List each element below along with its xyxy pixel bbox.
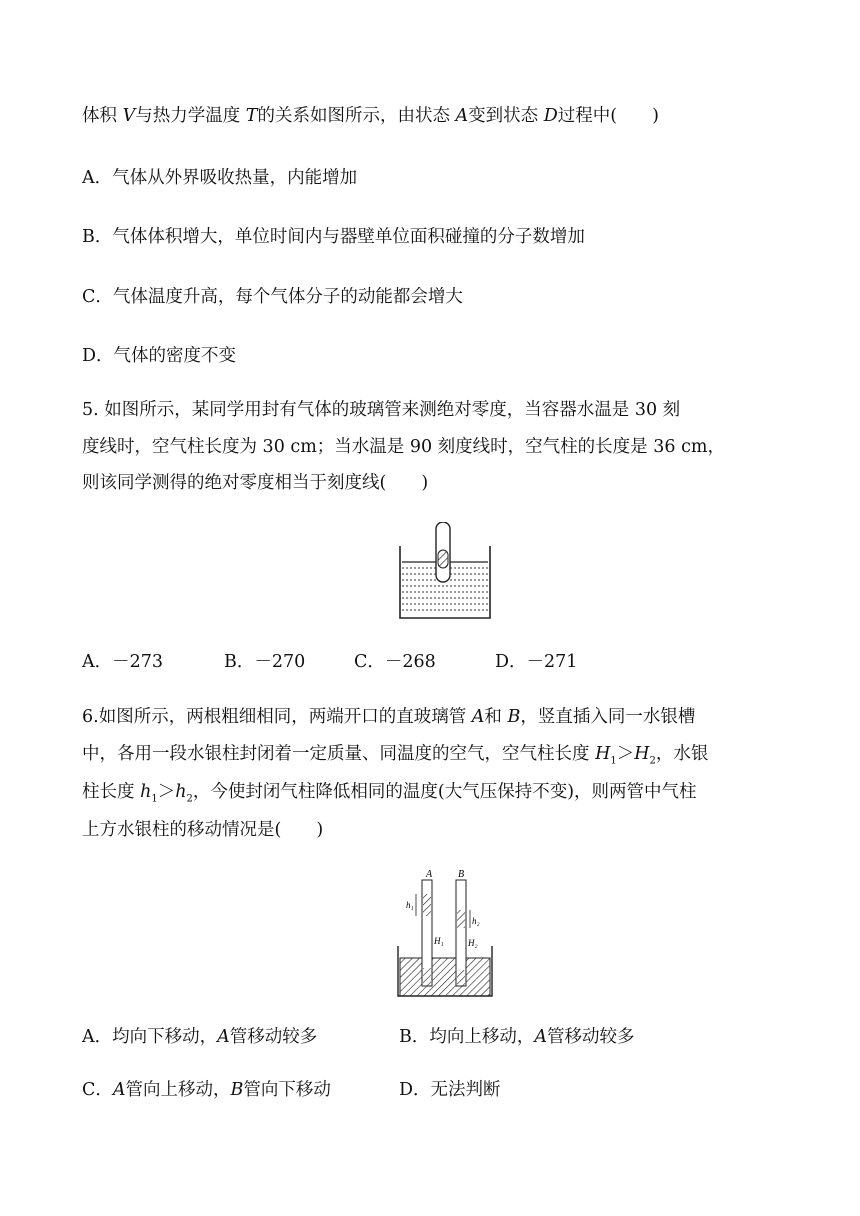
var-v: V	[122, 106, 136, 126]
var-h2-cap: H	[634, 744, 650, 764]
q5-option-c[interactable]: C．－268	[354, 652, 436, 672]
var-t: T	[245, 106, 258, 126]
q4-stem-text: 体积	[82, 106, 123, 126]
q6-option-a-text: 管移动较多	[229, 1027, 318, 1047]
var-a: A	[455, 106, 469, 126]
q4-stem-text: 与热力学温度	[135, 106, 246, 126]
q4-option-c[interactable]	[82, 285, 463, 309]
label-cap-h2: H₂	[468, 938, 478, 948]
q6-stem-text: ，竖直插入同一水银槽	[520, 707, 696, 727]
subscript: 2	[649, 755, 656, 767]
q4-option-a-text: A．气体从外界吸收热量，内能增加	[82, 168, 358, 188]
q6-figure	[396, 868, 496, 1000]
var-b: B	[230, 1080, 244, 1100]
q6-stem-line-2	[82, 742, 708, 774]
q6-stem-line-4: 上方水银柱的移动情况是( )	[82, 820, 324, 840]
subscript: 1	[151, 793, 158, 805]
q4-option-a[interactable]	[82, 166, 357, 190]
var-h2: h	[175, 782, 187, 802]
q5-stem-line-3: 则该同学测得的绝对零度相当于刻度线( )	[82, 473, 429, 493]
q5-option-a[interactable]: A．－273	[82, 652, 164, 672]
mercury-b-bottom	[457, 970, 465, 986]
mercury-b	[457, 910, 465, 928]
q6-stem-text: ，今使封闭气柱降低相同的温度(大气压保持不变)，则两管中气柱	[192, 782, 697, 802]
q4-stem-text: 过程中( )	[557, 106, 659, 126]
q6-stem-text: 和	[484, 707, 508, 727]
q5-figure	[398, 522, 494, 622]
q6-stem-line-1	[82, 705, 695, 729]
q6-stem-text: 6.如图所示，两根粗细相同，两端开口的直玻璃管	[82, 707, 472, 727]
q6-stem-text: ，水银	[655, 744, 709, 764]
mercury-trough	[400, 958, 490, 996]
var-d: D	[543, 106, 558, 126]
q4-option-c-text: C．气体温度升高，每个气体分子的动能都会增大	[82, 287, 463, 307]
q6-option-c-text: 管向上移动，	[125, 1080, 231, 1100]
q6-options-row-1	[82, 1025, 635, 1049]
q4-option-d[interactable]	[82, 344, 236, 368]
subscript: 1	[610, 755, 617, 767]
label-b: B	[458, 869, 465, 880]
q6-option-c-text: 管向下移动	[243, 1080, 331, 1100]
q4-option-b-text: B．气体体积增大，单位时间内与器壁单位面积碰撞的分子数增加	[82, 227, 585, 247]
mercury-a-bottom	[423, 968, 431, 986]
q5-stem-line-2: 度线时，空气柱长度为 30 cm；当水温是 90 刻度线时，空气柱的长度是 36 cm，	[82, 437, 725, 457]
var-a: A	[112, 1080, 126, 1100]
q6-option-a-text: A．均向下移动，	[82, 1027, 218, 1047]
q6-options-row-2	[82, 1078, 501, 1102]
label-h2: h₂	[472, 916, 480, 926]
mercury-a	[423, 894, 431, 916]
q6-option-d[interactable]: D．无法判断	[399, 1080, 501, 1100]
q6-stem-text: 中，各用一段水银柱封闭着一定质量、同温度的空气，空气柱长度	[82, 744, 596, 764]
q6-option-a[interactable]	[82, 1025, 399, 1049]
q6-option-b-text: B．均向上移动，	[399, 1027, 535, 1047]
var-h1: h	[140, 782, 152, 802]
q4-stem	[82, 104, 659, 128]
label-cap-h1: H₁	[434, 936, 444, 946]
q4-stem-text: 的关系如图所示，由状态	[257, 106, 456, 126]
q6-option-b[interactable]	[399, 1025, 635, 1049]
subscript: 2	[186, 793, 193, 805]
q6-option-c-text: C．	[82, 1080, 113, 1100]
q5-option-d[interactable]: D．－271	[495, 652, 578, 672]
q4-option-b[interactable]	[82, 225, 585, 249]
label-a: A	[426, 869, 433, 880]
q5-option-b[interactable]: B．－270	[224, 652, 306, 672]
var-b: B	[507, 707, 521, 727]
q6-option-c[interactable]	[82, 1078, 399, 1102]
var-a: A	[471, 707, 485, 727]
var-h1-cap: H	[595, 744, 611, 764]
label-h1: h₁	[406, 900, 414, 910]
q6-stem-line-3	[82, 780, 697, 812]
mercury-column	[438, 550, 448, 568]
q5-options	[82, 650, 577, 674]
q4-stem-text: 变到状态	[468, 106, 544, 126]
greater-than: ＞	[157, 782, 176, 802]
q6-option-b-text: 管移动较多	[547, 1027, 635, 1047]
q6-stem-text: 柱长度	[82, 782, 141, 802]
var-a: A	[217, 1027, 230, 1047]
q5-stem-line-1: 5. 如图所示，某同学用封有气体的玻璃管来测绝对零度，当容器水温是 30 刻	[82, 400, 681, 420]
var-a: A	[534, 1027, 548, 1047]
q4-option-d-text: D．气体的密度不变	[82, 346, 237, 366]
greater-than: ＞	[616, 744, 635, 764]
